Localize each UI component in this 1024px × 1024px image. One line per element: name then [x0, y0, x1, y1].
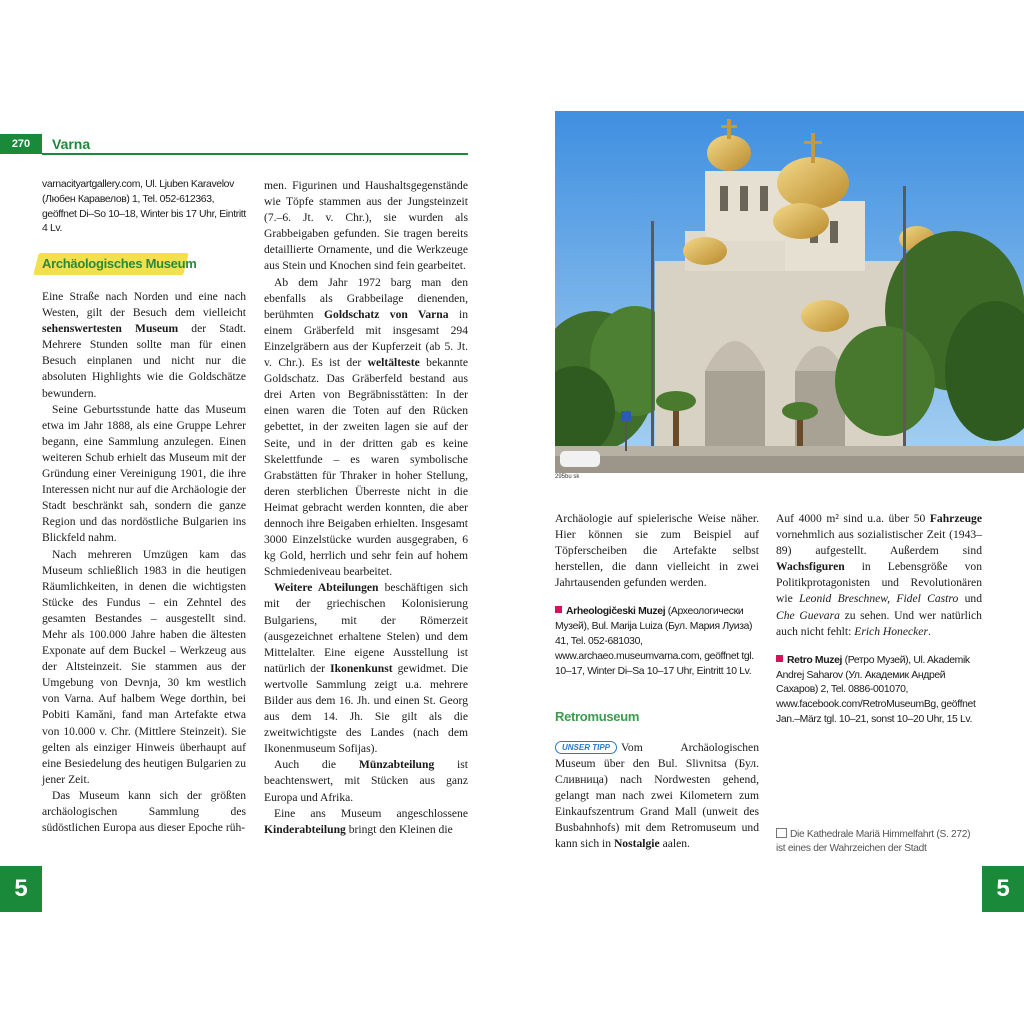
- italic-text: Che Guevara: [776, 608, 840, 622]
- info-text: (Ретро Музей), Ul. Akademik Andrej Saharov (Ул. Академик Андрей Сахаров) 2, Tel. 0886-001070, www.facebook.com/RetroMuseumBg, geöffnet Jan.–März tgl. 10–21, sonst 10–20 Uhr, 15 Lv.: [776, 654, 976, 725]
- column-1-body: [42, 289, 246, 836]
- paragraph: Das Museum kann sich der größten archäologischen Sammlung des südöstlichen Europa aus dieser Epoche rüh-: [42, 788, 246, 835]
- bold-text: Kinderabteilung: [264, 822, 346, 836]
- text: Vom Archäologischen Museum über den Bul. Slivnitsa (Бул. Сливница) nach Nordwesten gehend, gelangt man nach zwei Kilometern zum Einkaufszentrum Grand Mall (unweit des Busbahnhofs) mit dem Retromuseum und kann sich in: [555, 740, 759, 851]
- gallery-info-text: varnacityartgallery.com, Ul. Ljuben Karavelov (Любен Каравелов) 1, Tel. 052-612363, geöffnet Di–So 10–18, Winter bis 17 Uhr, Eintritt 4 Lv.: [42, 179, 246, 235]
- text: Auch die: [274, 758, 359, 772]
- paragraph: [776, 511, 982, 640]
- chapter-tab-left: 5: [0, 866, 42, 912]
- paragraph: Archäologie auf spielerische Weise näher. Hier können sie zum Beispiel auf Töpferscheiben die Artefakte selbst herstellen, die dann vielleicht in zwei Jahrtausenden gefunden werden.: [555, 512, 759, 590]
- header-rule: [42, 153, 468, 155]
- paragraph: [264, 580, 468, 757]
- text: Eine Straße nach Norden und eine nach Westen, gilt der Besuch dem vielleicht: [42, 290, 246, 320]
- bold-text: sehenswertesten Museum: [42, 322, 179, 336]
- bold-text: Weitere Abteilungen: [274, 581, 379, 595]
- photo-caption: [776, 828, 982, 856]
- bold-text: weltälteste: [367, 356, 420, 370]
- bold-text: Goldschatz von Varna: [324, 307, 449, 321]
- paragraph: [264, 806, 468, 838]
- text: Ab dem Jahr 1972 barg man den ebenfalls als Grabbeilage dienenden, berühmten: [264, 275, 468, 321]
- text: und: [958, 592, 982, 606]
- info-title: Arheologičeski Muzej: [566, 606, 666, 618]
- text: in Lebensgröße von Politikprotagonisten und Revolutionären wie: [776, 560, 982, 606]
- bold-text: Fahrzeuge: [929, 512, 982, 525]
- cathedral-photo: [555, 111, 1024, 473]
- paragraph: Nach mehreren Umzügen kam das Museum schließlich 1983 in die heutigen Räumlichkeiten, in denen die wichtigsten Stücke des Fundus – ein Zehntel des gesamten Bestandes – ausgestellt sind. Mehr als 100.000 Jahre haben die ältesten Exponate auf dem Buckel – Werkzeug aus der Altsteinzeit. Sie stammen aus der Umgebung von Devnja, 30 km westlich von Varna. Auf halbem Wege dorthin, bei Pobiti Kamăni, fand man Artefakte etwa von 10.000 v. Chr. (Mittlere Steinzeit). Sie gelten als einziger Hinweis überhaupt auf eine Besiedelung des heutigen Bulgarien zu jener Zeit.: [42, 547, 246, 786]
- text: zu sehen. Und wer natürlich auch nicht fehlt:: [776, 608, 982, 638]
- photo-credit: 295bu sk: [555, 474, 580, 480]
- cathedral-illustration: [555, 111, 1024, 473]
- column-2: [264, 178, 468, 838]
- paragraph: men. Figurinen und Haushaltsgegenstände wie Töpfe stammen aus der Jungsteinzeit (7.–6. Jt. v. Chr.), sie wurden als Grabbeigaben gefunden. Sie tragen bereits detaillierte Ornamente, und die Werkzeuge aus Stein und Knochen sind fein gearbeitet.: [264, 179, 468, 273]
- running-head-city: Varna: [52, 136, 91, 152]
- paragraph: [264, 757, 468, 805]
- text: bringt den Kleinen die: [345, 822, 453, 836]
- page-number: 270: [0, 134, 42, 154]
- italic-text: Erich Honecker: [854, 624, 928, 638]
- text: Auf 4000 m² sind u.a. über 50: [776, 512, 930, 525]
- museum-info-retro: [776, 654, 982, 728]
- bold-text: Ikonenkunst: [330, 661, 393, 675]
- text: beschäftigen sich mit der griechischen Kolonisierung Bulgariens, mit der Römerzeit (ausgezeichnet erhaltene Stelen) und dem Mittelalter. Eine eigene Ausstellung ist natürlich der: [264, 581, 468, 675]
- museum-info-archaeology: [555, 605, 759, 679]
- info-bullet-icon: [776, 655, 783, 662]
- info-text: (Археологически Музей), Bul. Marija Luiza (Бул. Мария Луиза) 41, Tel. 052-681030, www.archaeo.museumvarna.com, geöffnet tgl. 10–17, Winter Di–Sa 10–17 Uhr, Eintritt 10 Lv.: [555, 606, 754, 677]
- italic-text: Leonid Breschnew, Fidel Castro: [799, 592, 959, 606]
- paragraph: [555, 740, 759, 853]
- text: .: [927, 624, 931, 638]
- text: Eine ans Museum angeschlossene: [274, 806, 468, 820]
- caption-text: Die Kathedrale Mariä Himmelfahrt (S. 272) ist eines der Wahrzeichen der Stadt: [776, 829, 971, 854]
- text: aalen.: [659, 837, 690, 851]
- info-bullet-icon: [555, 606, 562, 613]
- section-title-retromuseum: Retromuseum: [555, 709, 640, 725]
- paragraph: [264, 275, 468, 581]
- column-4: [776, 511, 982, 728]
- text: bekannte Goldschatz. Das Gräberfeld bestand aus drei Arten von Begräbnisstätten: In der einen waren die Toten auf den Rücken gebettet, in der zweiten lagen sie auf der Seite, und in der dritten gab es keine Skelettfunde – es waren symbolische Grabstätten für Thraker in hoher Stellung, deren sterblichen Überreste nicht in die Heimat gebracht werden konnten, die aber dennoch ihre Beigaben erhielten. Insgesamt 3000 Einzelstücke wurden ausgegraben, 6 kg Gold, herrlich und sehr fein auf hohem Schmiedeniveau bearbeitet.: [264, 356, 468, 579]
- text: in einem Gräberfeld mit insgesamt 294 Einzelgräbern aus der Kupferzeit (ab 5. Jt. v. Chr.). Es ist der: [264, 307, 468, 370]
- column-1: [42, 178, 246, 237]
- bold-text: Nostalgie: [613, 837, 660, 851]
- info-title: Retro Muzej: [787, 654, 843, 666]
- paragraph: [42, 289, 246, 402]
- text: vornehmlich aus sozialistischer Zeit (1943–89) aufgestellt. Außerdem sind: [776, 528, 982, 558]
- paragraph: Seine Geburtsstunde hatte das Museum etwa im Jahr 1888, als eine Gruppe Lehrer begann, eine Sammlung anzulegen. Einen weiteren Schub erhielt das Museum mit der Gründung einer Vereinigung 1901, die ihre Interessen nicht nur auf die Archäologie der Stadt beschränkt sah, sondern die ganze Region und das nordöstliche Bulgarien ins Blickfeld nahm.: [42, 402, 246, 545]
- text: ist beachtenswert, mit Stücken aus ganz Europa und Afrika.: [264, 758, 468, 804]
- photo-caption-icon: [776, 828, 787, 838]
- section-title-archaeology: Archäologisches Museum: [42, 256, 197, 271]
- chapter-tab-right: 5: [982, 866, 1024, 912]
- column-3: [555, 511, 759, 852]
- unser-tipp-badge: UNSER TIPP: [555, 741, 617, 754]
- text: gewidmet. Die wertvolle Sammlung zeigt u.a. mehrere Bilder aus dem 16. Jh. und einen St. Georg aus dem 14. Jh. Sie gilt als die zweitwichtigste des Landes (nach dem Ikonenmuseum Sofijas).: [264, 661, 469, 756]
- bold-text: Münzabteilung: [358, 758, 435, 772]
- text: der Stadt. Mehrere Stunden sollte man für einen Besuch einplanen und nicht nur die absoluten Highlights wie die Goldschätze bewundern.: [42, 322, 246, 400]
- bold-text: Wachsfiguren: [776, 560, 845, 574]
